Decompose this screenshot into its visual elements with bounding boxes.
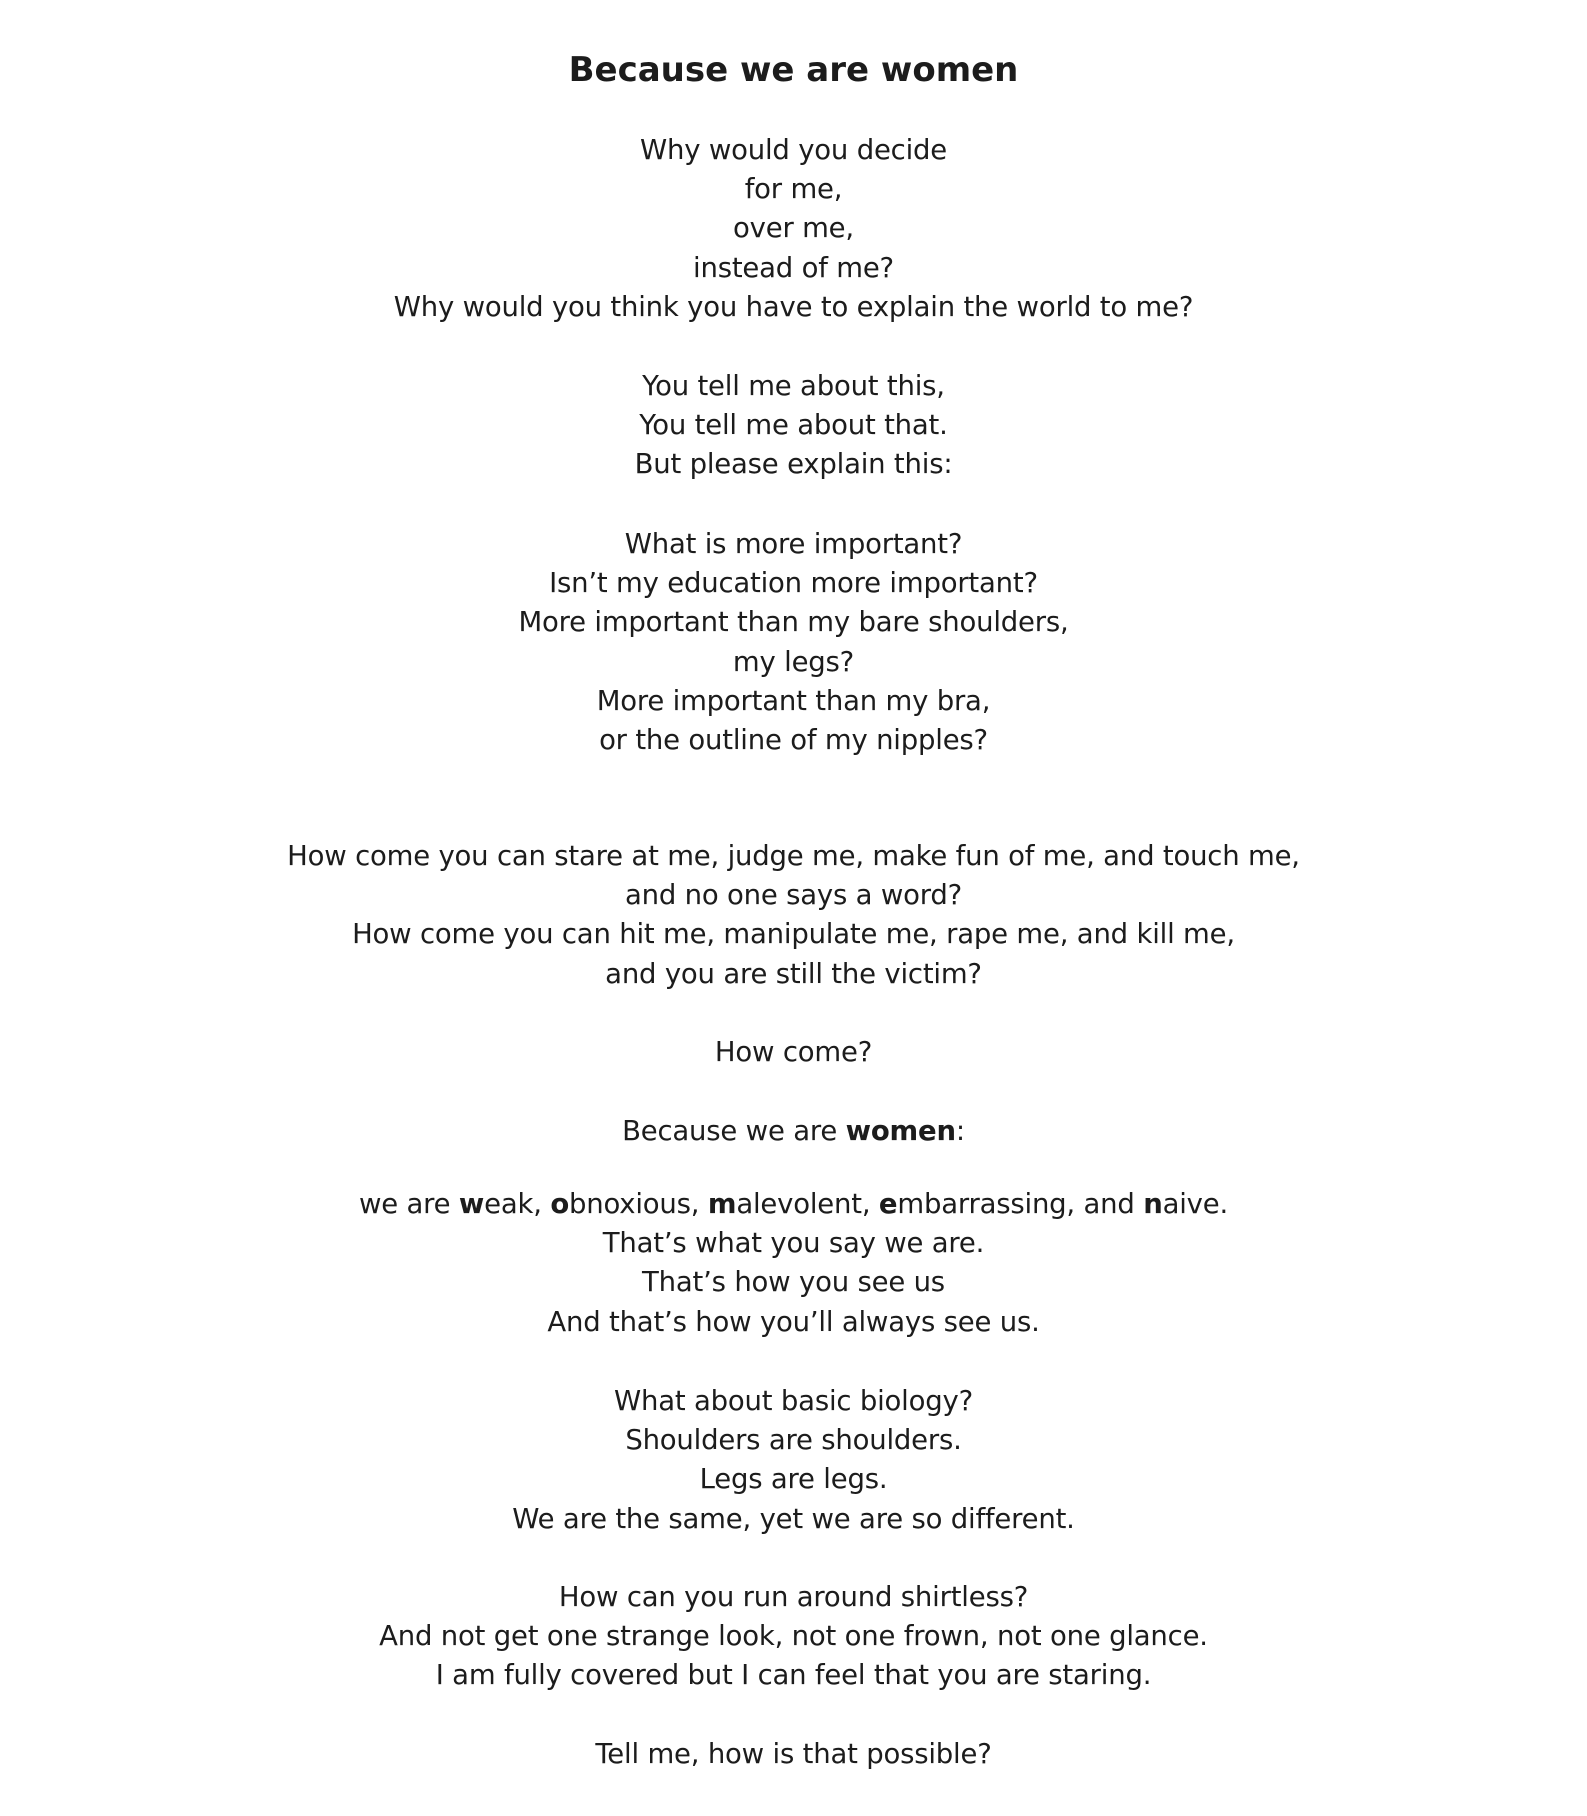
poem-line: Shoulders are shoulders. [625,1424,962,1457]
poem-line: What is more important? [624,528,963,560]
acrostic-letter: o [550,1188,570,1220]
poem-line: More important than my bare shoulders, [518,606,1069,639]
poem-line [0,1112,1587,1151]
line-text: aive. [1162,1188,1229,1220]
poem-line: How come? [714,1036,873,1068]
poem-line: How come you can hit me, manipulate me, rape me, and kill me, [352,918,1235,951]
stanza-8 [0,1382,1587,1539]
poem-line: or the outline of my nipples? [599,724,988,757]
acrostic-letter: m [707,1188,737,1220]
line-text: bnoxious, [569,1188,708,1220]
poem-line: Why would you decide [640,134,947,166]
acrostic-letter: n [1143,1188,1163,1220]
stanza-2 [0,367,1587,485]
emphasized-word: women [845,1115,956,1147]
poem-line: Isn’t my education more important? [549,567,1038,600]
poem-line: instead of me? [693,251,894,284]
poem-line: But please explain this: [634,448,953,481]
poem-line: And not get one strange look, not one frown, not one glance. [379,1620,1208,1653]
poem-line: over me, [733,212,854,245]
poem-line: Legs are legs. [699,1463,888,1496]
poem-line: That’s what you say we are. [602,1227,985,1260]
poem-line: More important than my bra, [596,684,991,717]
stanza-5 [0,1033,1587,1072]
poem-line: Tell me, how is that possible? [595,1738,992,1770]
poem-line: and no one says a word? [624,879,963,912]
line-text: alevolent, [736,1188,879,1220]
stanza-7 [0,1185,1587,1342]
poem-line: That’s how you see us [642,1266,945,1299]
poem-line: for me, [744,173,843,206]
poem-line: And that’s how you’ll always see us. [547,1305,1040,1338]
poem-line: How come you can stare at me, judge me, make fun of me, and touch me, [287,840,1300,872]
poem-title: Because we are women [568,50,1019,90]
stanza-10 [0,1735,1587,1774]
poem-line: What about basic biology? [614,1385,973,1417]
line-text: Because we are [622,1115,846,1147]
line-text: eak, [484,1188,551,1220]
acrostic-letter: w [458,1188,485,1220]
line-text: we are [358,1188,459,1220]
poem-line: You tell me about that. [639,409,948,442]
line-text: mbarrassing, and [897,1188,1144,1220]
poem-line: I am fully covered but I can feel that you are staring. [435,1659,1152,1692]
stanza-3 [0,525,1587,760]
poem-line: You tell me about this, [642,370,945,402]
poem-line: my legs? [732,645,855,678]
poem-line: and you are still the victim? [605,957,982,990]
poem-line: We are the same, yet we are so different. [512,1502,1075,1535]
poem-line: Why would you think you have to explain the world to me? [393,290,1194,323]
stanza-9 [0,1578,1587,1696]
stanza-6 [0,1112,1587,1151]
stanza-4 [0,837,1587,994]
poem-line: How can you run around shirtless? [558,1581,1029,1613]
acrostic-letter: e [878,1188,898,1220]
stanza-1 [0,131,1587,327]
line-text: : [955,1115,965,1147]
acrostic-line [0,1185,1587,1224]
